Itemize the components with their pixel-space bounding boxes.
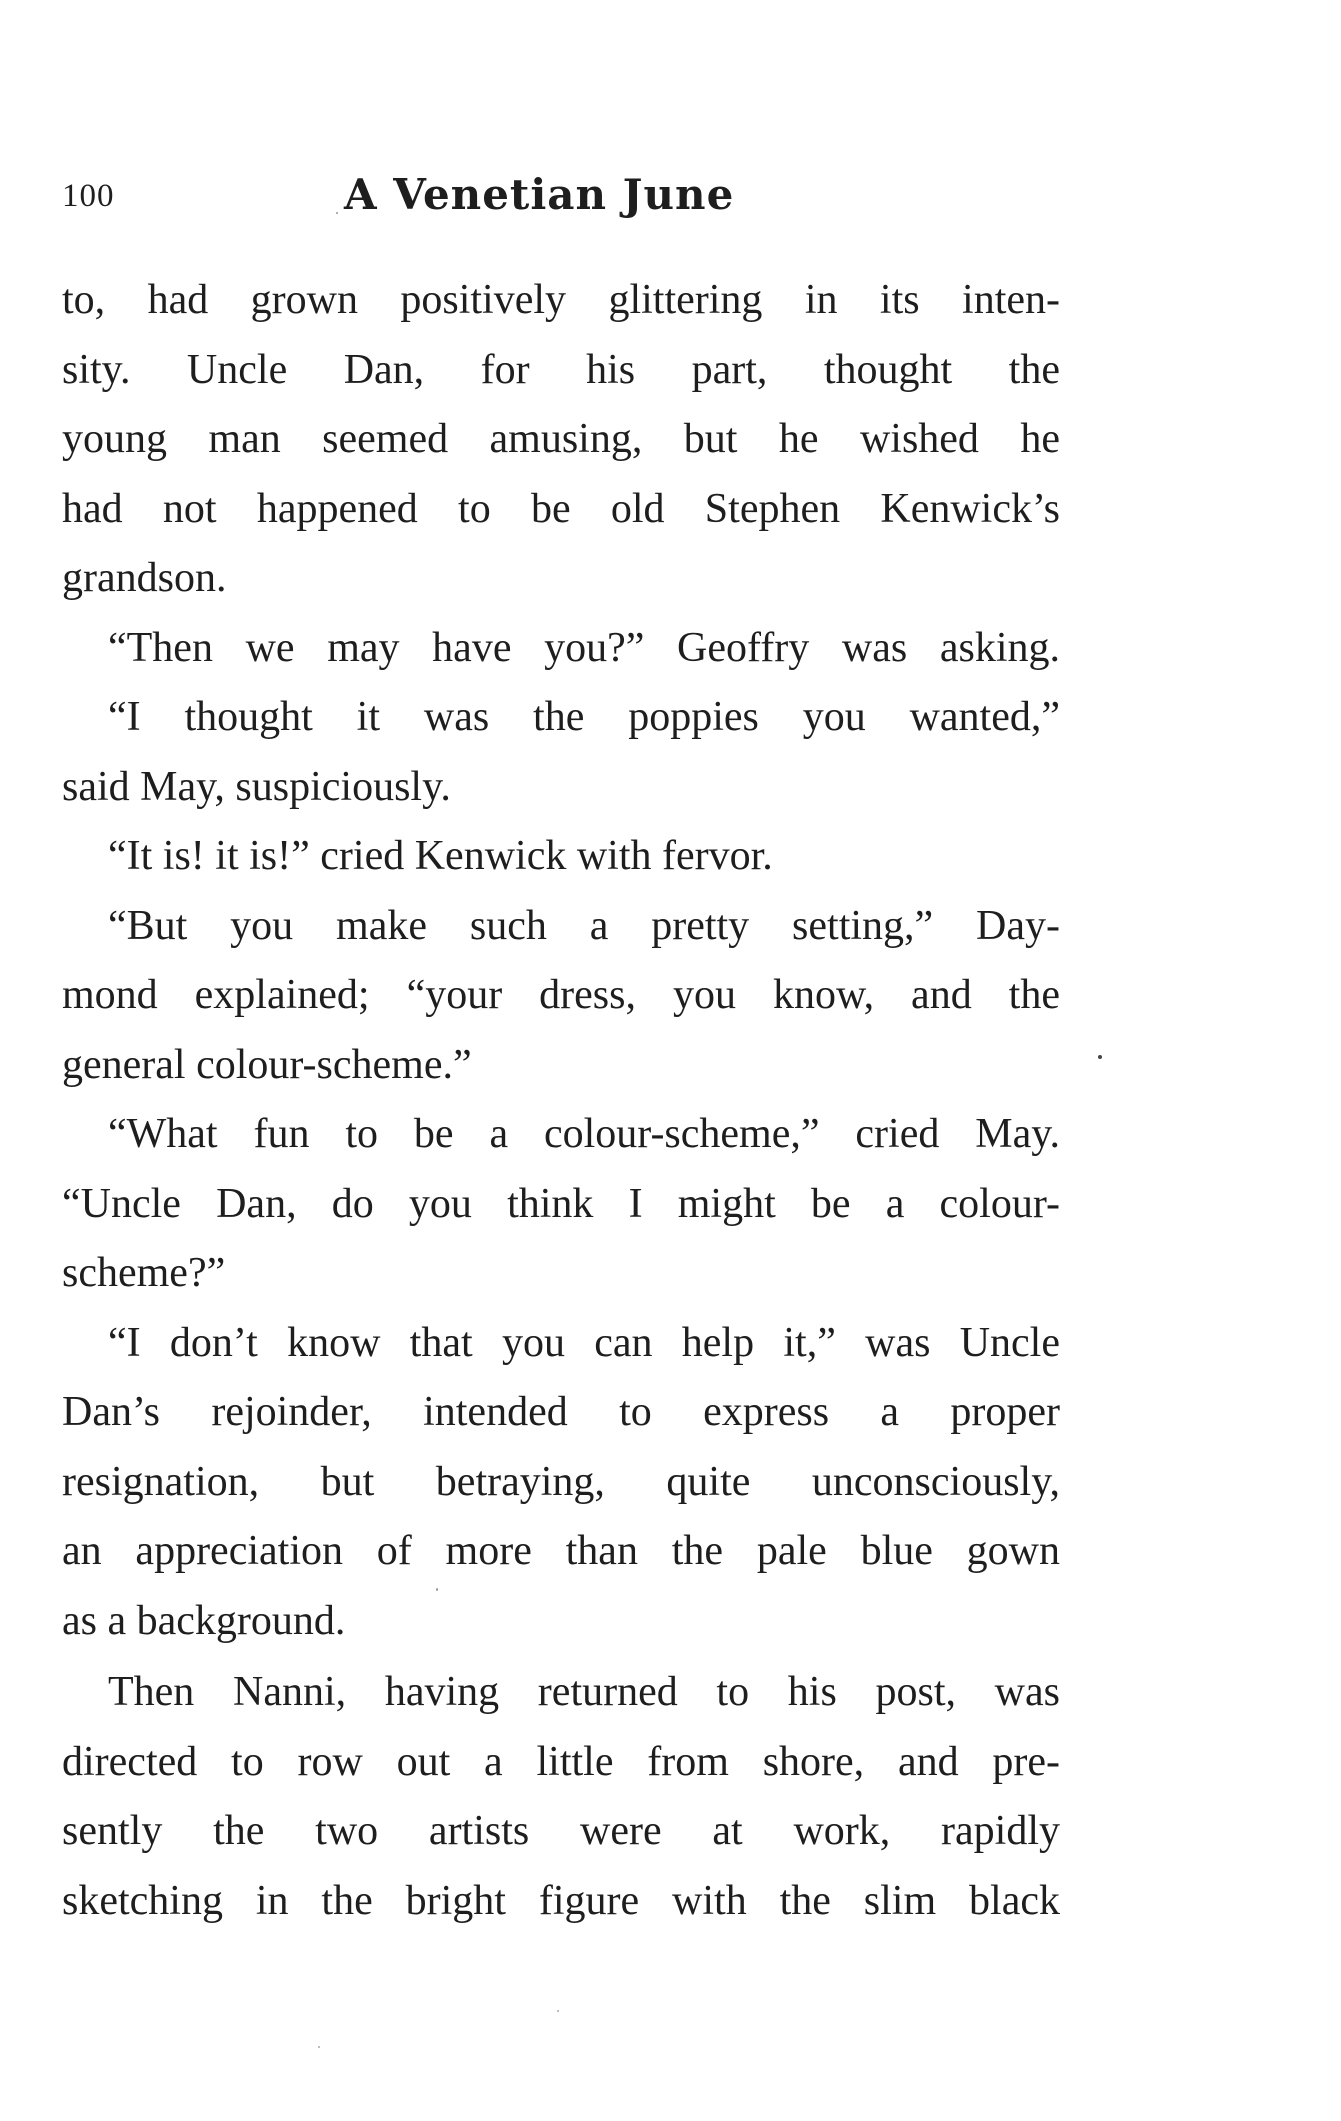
text-line: “But you make such a pretty setting,” Day- (108, 902, 1060, 949)
text-line: resignation, but betraying, quite unconsciously, (62, 1458, 1060, 1505)
text-line: sently the two artists were at work, rapidly (62, 1808, 1060, 1854)
page-number: 100 (62, 178, 115, 214)
body-text (62, 266, 1060, 1936)
scan-speck (336, 212, 338, 214)
text-line: to, had grown positively glittering in its inten- (62, 277, 1060, 323)
scan-speck (1098, 1055, 1102, 1059)
text-line: “What fun to be a colour-scheme,” cried May. (108, 1111, 1060, 1157)
text-line: grandson. (62, 555, 227, 601)
running-title: A Venetian June (344, 170, 735, 219)
text-line: “It is! it is!” cried Kenwick with fervor. (108, 833, 773, 879)
scan-speck (557, 2010, 559, 2012)
text-line: young man seemed amusing, but he wished he (62, 416, 1060, 462)
text-line: directed to row out a little from shore, and pre- (62, 1738, 1060, 1785)
running-head (62, 170, 1062, 230)
scan-speck (318, 2046, 320, 2048)
text-line: had not happened to be old Stephen Kenwick’s (62, 485, 1060, 532)
text-line: said May, suspiciously. (62, 763, 451, 810)
text-line: “Then we may have you?” Geoffry was asking. (108, 624, 1060, 671)
text-line: Then Nanni, having returned to his post, was (108, 1669, 1060, 1715)
text-line: Dan’s rejoinder, intended to express a proper (62, 1389, 1060, 1435)
text-line: sity. Uncle Dan, for his part, thought the (62, 346, 1060, 393)
text-line: “I don’t know that you can help it,” was Uncle (108, 1319, 1060, 1366)
scan-speck (436, 1588, 438, 1591)
text-line: an appreciation of more than the pale blue gown (62, 1528, 1060, 1574)
text-line: sketching in the bright figure with the slim black (62, 1877, 1060, 1924)
text-line: “I thought it was the poppies you wanted,” (108, 694, 1060, 740)
text-line: mond explained; “your dress, you know, and the (62, 972, 1060, 1018)
text-line: “Uncle Dan, do you think I might be a colour- (62, 1180, 1060, 1227)
text-line: general colour-scheme.” (62, 1041, 472, 1088)
text-line: scheme?” (62, 1250, 226, 1296)
text-line: as a background. (62, 1597, 346, 1644)
